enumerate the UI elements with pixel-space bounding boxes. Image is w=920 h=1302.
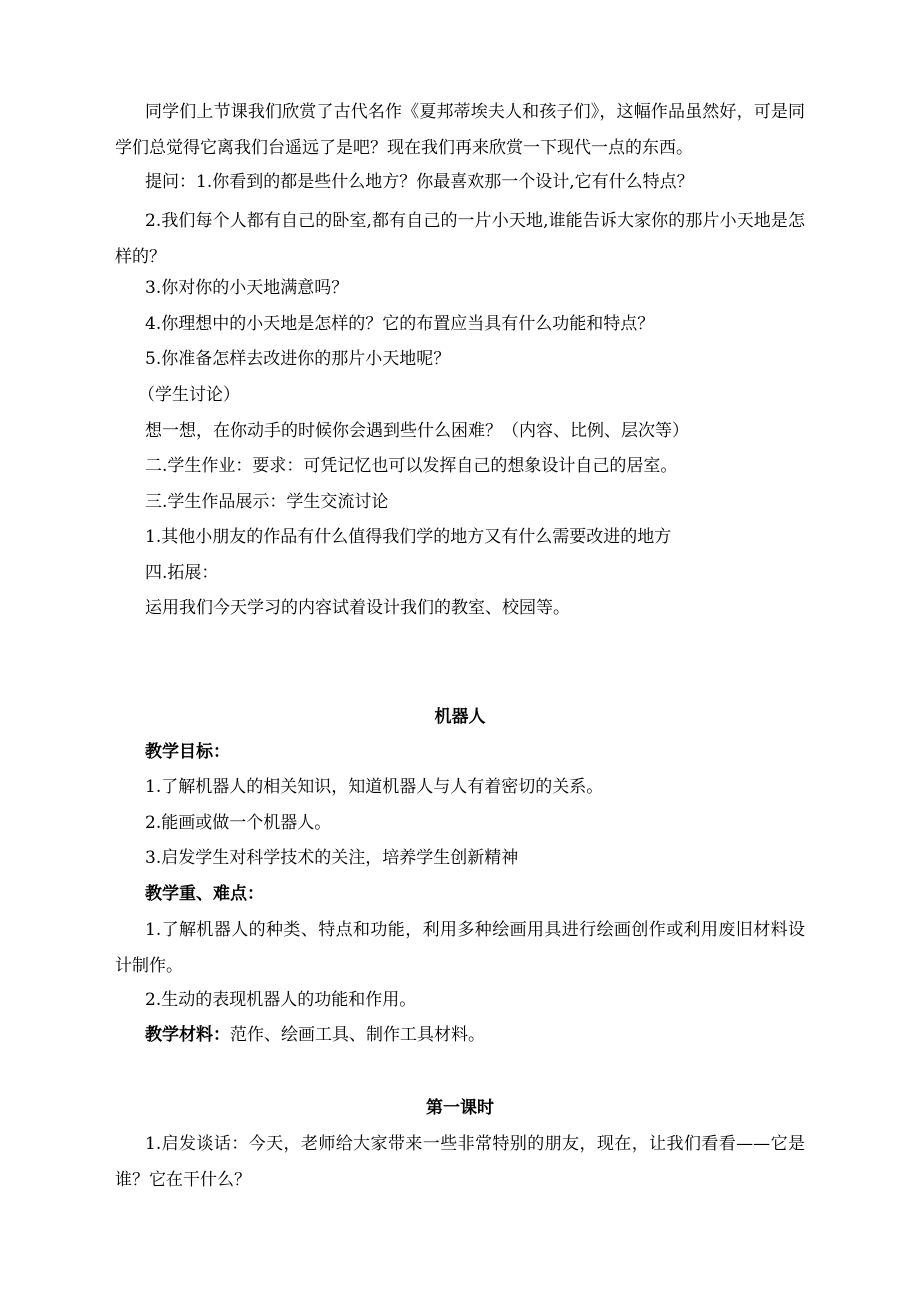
question-4: 4.你理想中的小天地是怎样的？它的布置应当具有什么功能和特点？	[145, 314, 655, 334]
key-points-heading: 教学重、难点：	[145, 884, 264, 904]
materials-line	[145, 1024, 485, 1046]
goal-3: 3.启发学生对科学技术的关注，培养学生创新精神	[145, 848, 519, 868]
extension-text: 运用我们今天学习的内容试着设计我们的教室、校园等。	[145, 598, 570, 618]
student-discussion: （学生讨论）	[138, 385, 240, 405]
question-2: 2.我们每个人都有自己的卧室,都有自己的一片小天地,谁能告诉大家你的那片小天地是怎样的？	[115, 211, 805, 267]
question-1: 提问：1.你看到的都是些什么地方？你最喜欢那一个设计,它有什么特点？	[145, 172, 694, 192]
section-title: 机器人	[434, 707, 486, 727]
intro-paragraph: 同学们上节课我们欣赏了古代名作《夏邦蒂埃夫人和孩子们》，这幅作品虽然好，可是同学们总觉得它离我们台遥远了是吧？现在我们再来欣赏一下现代一点的东西。	[115, 102, 805, 158]
goals-heading: 教学目标：	[145, 742, 230, 762]
lesson-title: 第一课时	[426, 1098, 494, 1118]
key-point-2: 2.生动的表现机器人的功能和作用。	[145, 990, 417, 1010]
homework-line: 二.学生作业：要求：可凭记忆也可以发挥自己的想象设计自己的居室。	[145, 456, 678, 476]
extension-heading: 四.拓展：	[145, 563, 219, 583]
question-5: 5.你准备怎样去改进你的那片小天地呢？	[145, 349, 451, 369]
showcase-heading: 三.学生作品展示：学生交流讨论	[145, 492, 389, 512]
key-point-1: 1.了解机器人的种类、特点和功能，利用多种绘画用具进行绘画创作或利用废旧材料设计制作。	[115, 920, 805, 976]
question-3: 3.你对你的小天地满意吗？	[145, 278, 349, 298]
goal-1: 1.了解机器人的相关知识，知道机器人与人有着密切的关系。	[145, 777, 604, 797]
showcase-item-1: 1.其他小朋友的作品有什么值得我们学的地方又有什么需要改进的地方	[145, 527, 672, 547]
lesson-paragraph-1: 1.启发谈话：今天，老师给大家带来一些非常特别的朋友，现在，让我们看看——它是谁？它在干什么？	[115, 1134, 805, 1190]
materials-text: 范作、绘画工具、制作工具材料。	[230, 1025, 485, 1045]
materials-label: 教学材料：	[145, 1025, 230, 1045]
think-prompt: 想一想，在你动手的时候你会遇到些什么困难？（内容、比例、层次等）	[145, 421, 689, 441]
goal-2: 2.能画或做一个机器人。	[145, 813, 332, 833]
